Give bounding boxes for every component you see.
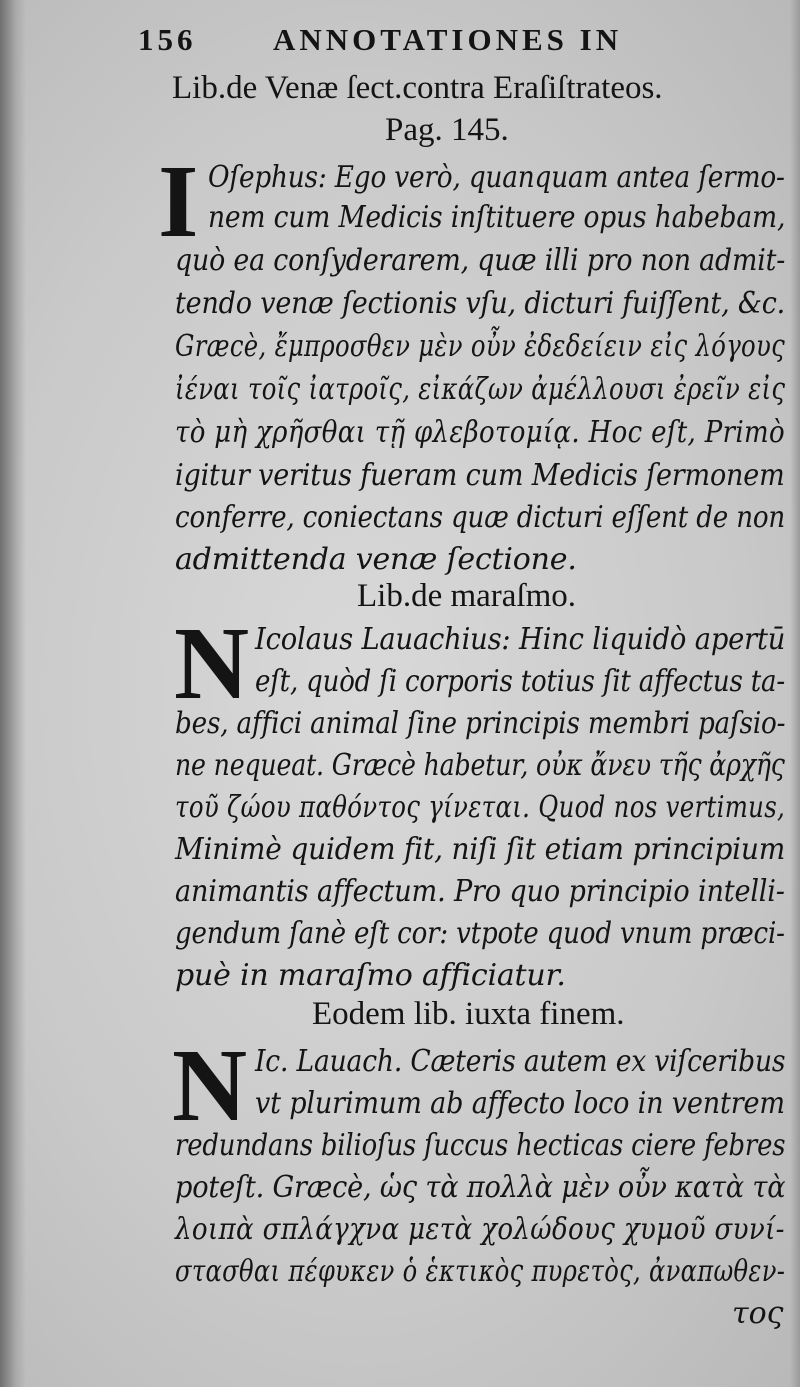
text-line: quò ea conſyderarem, quæ illi pro non admit- (175, 243, 786, 278)
text-line: ne nequeat. Græcè habetur, οὐκ ἄνευ τῆς ἀρχῆς (175, 748, 785, 783)
text-line: Oſephus: Ego verò, quanquam antea ſermo- (208, 160, 785, 195)
text-line: redundans bilioſus ſuccus hecticas ciere febres (175, 1128, 786, 1163)
text-line: Icolaus Lauachius: Hinc liquidò apertū (255, 622, 786, 657)
section1-page-ref: Pag. 145. (385, 112, 509, 148)
section1-heading: Lib.de Venæ ſect.contra Eraſiſtrateos. (172, 70, 663, 106)
text-line: tendo venæ ſectionis vſu, dicturi fuiſſent, &c. (175, 286, 786, 321)
page-number: 156 (138, 22, 197, 57)
text-line: animantis affectum. Pro quo principio intelli- (175, 874, 785, 909)
text-line: gendum ſanè eſt cor: vtpote quod vnum præci- (175, 916, 785, 951)
text-line: poteſt. Græcè, ὡς τὰ πολλὰ μὲν οὖν κατὰ τὰ (175, 1170, 786, 1205)
text-line: τὸ μὴ χρῆσθαι τῇ φλεβοτομίᾳ. Hoc eſt, Primò (175, 415, 785, 450)
section3-heading: Eodem lib. iuxta finem. (312, 996, 625, 1032)
text-line: ἰέναι τοῖς ἰατροῖς, εἰκάζων ἀμέλλουσι ἐρεῖν εἰς (175, 372, 786, 407)
catchword: τος (732, 1296, 784, 1331)
drop-cap-I: I (158, 144, 199, 259)
text-line: τοῦ ζώου παθόντος γίνεται. Quod nos vertimus, (175, 790, 786, 825)
text-line: admittenda venæ ſectione. (175, 542, 577, 577)
page-edge-shadow (790, 0, 800, 1387)
text-line: conferre, coniectans quæ dicturi eſſent de non (175, 500, 786, 535)
drop-cap-N: N (172, 1028, 248, 1143)
text-line: στασθαι πέφυκεν ὁ ἑκτικὸς πυρετὸς, ἀναπωθεν- (175, 1254, 786, 1289)
drop-cap-N: N (174, 606, 250, 721)
text-line: eſt, quòd ſi corporis totius ſit affectus ta- (255, 664, 785, 699)
section2-heading: Lib.de maraſmo. (357, 578, 577, 614)
running-head (138, 22, 738, 62)
text-line: bes, affici animal ſine principis membri paſsio- (175, 706, 786, 741)
text-line: nem cum Medicis inſtituere opus habebam, (208, 200, 786, 235)
text-line: λοιπὰ σπλάγχνα μετὰ χολώδους χυμοῦ συνί- (175, 1212, 785, 1247)
running-title: ANNOTATIONES IN (273, 22, 623, 57)
text-line: Græcè, ἔμπροσθεν μὲν οὖν ἐδεδείειν εἰς λόγους (175, 329, 786, 364)
page-gutter-shadow (0, 0, 26, 1387)
text-line: vt plurimum ab affecto loco in ventrem (255, 1086, 785, 1121)
text-line: Ic. Lauach. Cæteris autem ex viſceribus (255, 1044, 786, 1079)
text-line: puè in maraſmo afficiatur. (175, 958, 566, 993)
text-line: igitur veritus fueram cum Medicis ſermonem (175, 458, 785, 493)
text-line: Minimè quidem fit, niſi ſit etiam principium (175, 832, 786, 867)
